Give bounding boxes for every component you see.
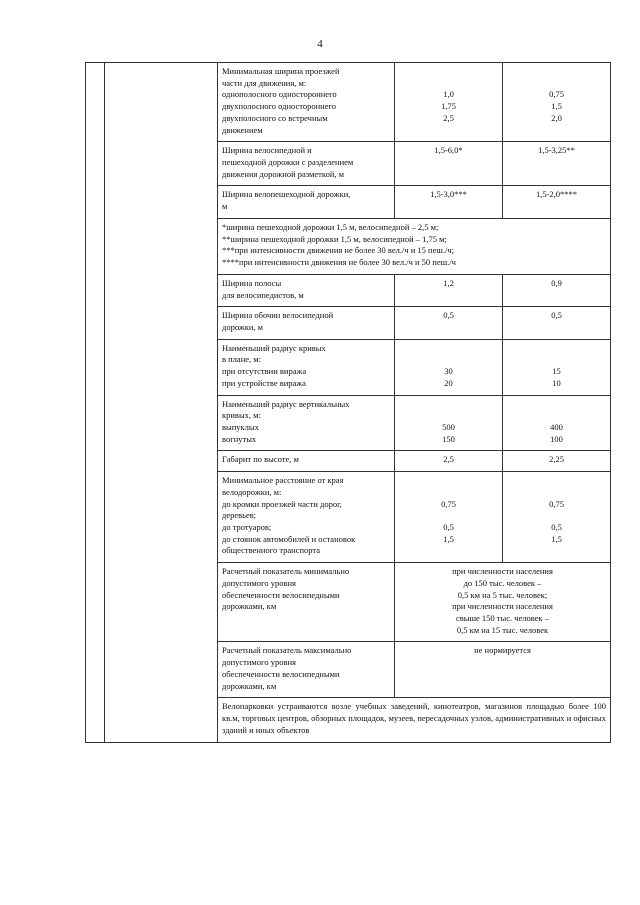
parameter-label-line: движением xyxy=(222,124,263,135)
value-column-2 xyxy=(503,339,611,395)
value-column-1-line xyxy=(399,475,498,487)
value-column-2-line xyxy=(507,475,606,487)
value-column-1-line: 0,5 xyxy=(443,310,454,321)
value-column-2 xyxy=(503,395,611,451)
parameter-label-line: Ширина велопешеходной дорожки, xyxy=(222,189,351,200)
value-column-1-line: 1,75 xyxy=(441,101,456,112)
value-column-2-line: 15 xyxy=(552,366,561,377)
value-column-2-line: 100 xyxy=(550,433,563,444)
parameter-label-line: Ширина обочин велосипедной xyxy=(222,310,334,321)
parameter-label-line: допустимого уровня xyxy=(222,577,296,588)
page-number: 4 xyxy=(317,38,323,50)
value-column-2-line: 1,5-3,25** xyxy=(538,145,575,156)
merged-value-cell xyxy=(395,563,611,642)
parameter-label-line: дорожками, км xyxy=(222,680,277,691)
value-column-1 xyxy=(395,339,503,395)
parameter-label-line: Расчетный показатель минимально xyxy=(222,566,350,577)
merged-value-cell-line: 0,5 км на 5 тыс. человек; xyxy=(457,589,548,600)
parameter-label xyxy=(218,563,395,642)
table-row xyxy=(86,63,611,142)
parameter-label xyxy=(218,186,395,218)
value-column-1-line xyxy=(399,354,498,366)
bicycle-infrastructure-table xyxy=(85,62,611,743)
parameter-label xyxy=(218,142,395,186)
merged-value-cell-line: 0,5 км на 15 тыс. человек xyxy=(456,624,549,635)
value-column-2 xyxy=(503,63,611,142)
parameter-label-line: пешеходной дорожки с разделением xyxy=(222,157,354,168)
bike-parking-note: Велопарковки устраиваются возле учебных заведений, кинотеатров, магазинов площадью более 100 кв.м, торговых центров, обзорных площадок, музеев, пересадочных узлов, административных и офисных зданий и иных объектов xyxy=(218,698,611,742)
parameter-label-line: двухполосного со встречным xyxy=(222,112,328,123)
value-column-2-line xyxy=(507,510,606,522)
parameter-label-line: в плане, м: xyxy=(222,354,262,365)
parameter-label-line: двухполосного одностороннего xyxy=(222,101,337,112)
parameter-label xyxy=(218,339,395,395)
value-column-1-line xyxy=(399,410,498,422)
merged-value-cell-line: до 150 тыс. человек – xyxy=(463,577,542,588)
value-column-2-line xyxy=(507,354,606,366)
value-column-2-line: 0,75 xyxy=(549,498,564,509)
value-column-2-line: 2,0 xyxy=(551,112,562,123)
value-column-2 xyxy=(503,307,611,339)
footnotes-cell-line: ****при интенсивности движения не более 30 вел./ч и 50 пеш./ч xyxy=(222,257,456,268)
parameter-label xyxy=(218,451,395,472)
parameter-label-line: Ширина полосы xyxy=(222,277,282,288)
value-column-2-line: 1,5-2,0**** xyxy=(535,189,578,200)
value-column-1-line: 1,5 xyxy=(443,533,454,544)
value-column-1-line xyxy=(399,78,498,90)
value-column-1 xyxy=(395,186,503,218)
parameter-label-line: допустимого уровня xyxy=(222,657,296,668)
parameter-label xyxy=(218,472,395,563)
merged-value-cell-line: при численности населения xyxy=(452,601,553,612)
parameter-label-line: дорожками, км xyxy=(222,601,277,612)
merged-value-cell-line: свыше 150 тыс. человек – xyxy=(455,613,550,624)
parameter-label-line: вогнутых xyxy=(222,433,257,444)
footnotes-cell-line: **ширина пешеходной дорожки 1,5 м, велосипедной – 1,75 м; xyxy=(222,233,447,244)
value-column-1-line xyxy=(399,399,498,411)
parameter-label-line: для велосипедистов, м xyxy=(222,289,304,300)
parameter-label-line: общественного транспорта xyxy=(222,545,321,556)
parameter-label-line: однополосного одностороннего xyxy=(222,89,337,100)
footnotes-cell-line: ***при интенсивности движения не более 30 вел./ч и 15 пеш./ч; xyxy=(222,245,455,256)
footnotes-cell xyxy=(218,218,611,274)
parameter-label xyxy=(218,395,395,451)
parameter-label-line: Минимальное расстояние от края xyxy=(222,475,344,486)
parameter-label-line: части для движения, м: xyxy=(222,77,307,88)
value-column-2 xyxy=(503,274,611,306)
value-column-2 xyxy=(503,186,611,218)
parameter-label xyxy=(218,307,395,339)
parameter-label-line: выпуклых xyxy=(222,421,259,432)
parameter-label-line: Наименьший радиус вертикальных xyxy=(222,398,350,409)
merged-value-cell-line: при численности населения xyxy=(452,566,553,577)
value-column-1 xyxy=(395,472,503,563)
value-column-2-line xyxy=(507,410,606,422)
value-column-1-line xyxy=(399,343,498,355)
parameter-label-line: кривых, м: xyxy=(222,410,261,421)
parameter-label-line: Ширина велосипедной и xyxy=(222,145,312,156)
value-column-2-line: 0,75 xyxy=(549,89,564,100)
value-column-1-line: 500 xyxy=(442,421,455,432)
parameter-label xyxy=(218,274,395,306)
value-column-1-line: 150 xyxy=(442,433,455,444)
parameter-label-line: при отсутствии виража xyxy=(222,366,307,377)
parameter-label-line: обеспеченности велосипедными xyxy=(222,589,340,600)
value-column-1 xyxy=(395,274,503,306)
parameter-label-line: до кромки проезжей части дорог, xyxy=(222,498,342,509)
value-column-1 xyxy=(395,307,503,339)
value-column-1 xyxy=(395,142,503,186)
value-column-2 xyxy=(503,472,611,563)
value-column-2-line xyxy=(507,399,606,411)
value-column-1-line: 2,5 xyxy=(443,454,454,465)
value-column-2-line: 400 xyxy=(550,421,563,432)
value-column-1-line: 1,5-6,0* xyxy=(434,145,463,156)
value-column-2-line xyxy=(507,487,606,499)
value-column-2 xyxy=(503,142,611,186)
value-column-1-line: 0,75 xyxy=(441,498,456,509)
value-column-1-line: 1,2 xyxy=(443,277,454,288)
value-column-1-line: 1,5-3,0*** xyxy=(430,189,467,200)
value-column-1-line: 30 xyxy=(444,366,453,377)
value-column-2-line xyxy=(507,66,606,78)
value-column-1-line: 2,5 xyxy=(443,112,454,123)
value-column-1-line xyxy=(399,66,498,78)
value-column-2-line: 0,9 xyxy=(551,277,562,288)
value-column-2 xyxy=(503,451,611,472)
value-column-1-line xyxy=(399,487,498,499)
parameter-label-line: движения дорожной разметкой, м xyxy=(222,168,345,179)
value-column-2-line: 1,5 xyxy=(551,101,562,112)
parameter-label xyxy=(218,63,395,142)
parameter-label-line: дорожки, м xyxy=(222,321,264,332)
parameter-label-line: до стоянок автомобилей и остановок xyxy=(222,533,356,544)
parameter-label-line: Минимальная ширина проезжей xyxy=(222,66,340,76)
merged-value-cell xyxy=(395,642,611,698)
parameter-label-line: Расчетный показатель максимально xyxy=(222,645,352,656)
value-column-2-line: 0,5 xyxy=(551,522,562,532)
parameter-label-line: Наименьший радиус кривых xyxy=(222,342,326,353)
parameter-label xyxy=(218,642,395,698)
value-column-1-line: 20 xyxy=(444,377,453,388)
parameter-label-line: при устройстве виража xyxy=(222,377,306,388)
merged-value-cell-line: не нормируется xyxy=(474,645,531,656)
value-column-2-line: 0,5 xyxy=(551,310,562,321)
value-column-1 xyxy=(395,63,503,142)
parameter-label-line: м xyxy=(222,201,228,212)
parameter-label-line: до тротуаров; xyxy=(222,522,272,532)
value-column-2-line: 1,5 xyxy=(551,533,562,544)
value-column-2-line: 2,25 xyxy=(549,454,564,465)
value-column-2-line xyxy=(507,78,606,90)
value-column-1-line xyxy=(399,510,498,522)
value-column-1 xyxy=(395,395,503,451)
value-column-1-line: 0,5 xyxy=(443,522,454,532)
footnotes-cell-line: *ширина пешеходной дорожки 1,5 м, велосипедной – 2,5 м; xyxy=(222,221,439,232)
parameter-label-line: велодорожки, м: xyxy=(222,486,282,497)
parameter-label-line: Габарит по высоте, м xyxy=(222,454,299,465)
value-column-2-line xyxy=(507,343,606,355)
parameter-label-line: деревьев; xyxy=(222,510,257,521)
value-column-2-line: 10 xyxy=(552,377,561,388)
value-column-1 xyxy=(395,451,503,472)
parameter-label-line: обеспеченности велосипедными xyxy=(222,668,340,679)
value-column-1-line: 1,0 xyxy=(443,89,454,100)
empty-column-a xyxy=(86,63,105,743)
empty-column-b xyxy=(105,63,218,743)
